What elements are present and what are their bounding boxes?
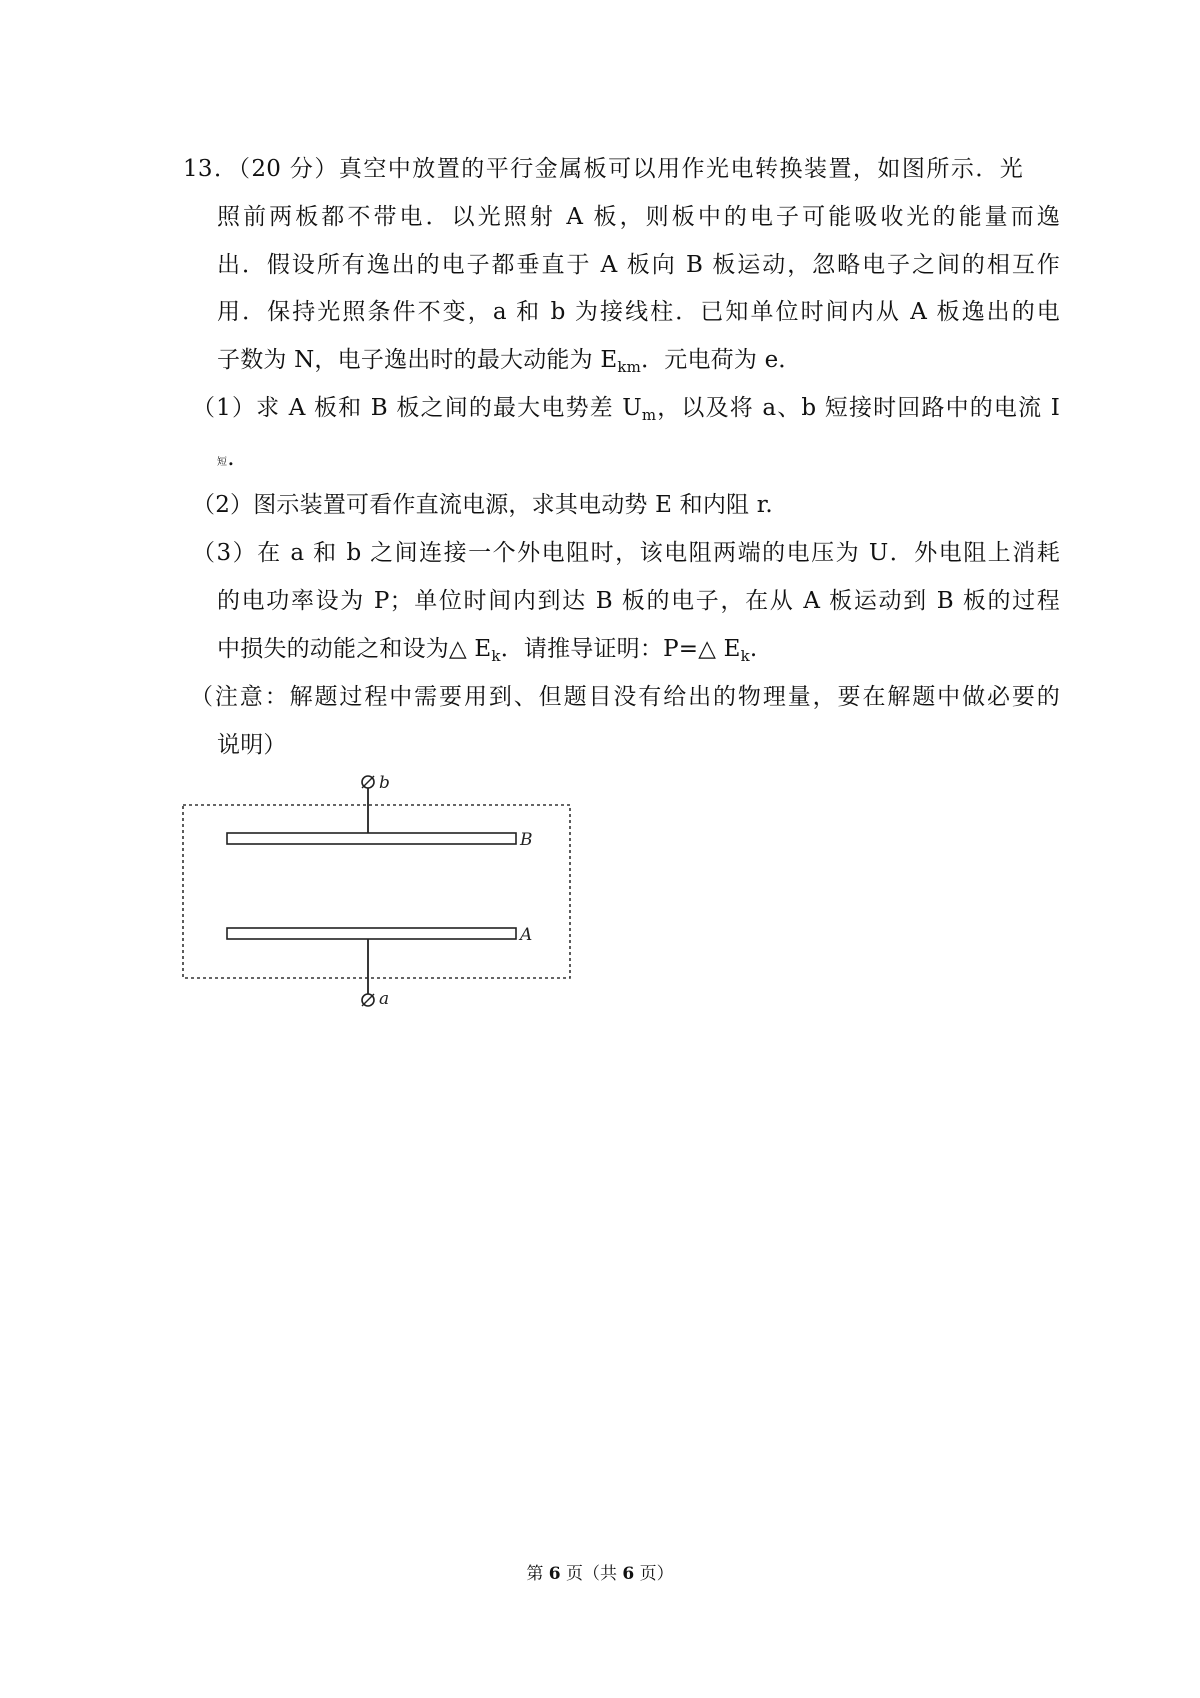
label-a: a bbox=[379, 989, 390, 1009]
part1-line-2: 短. bbox=[217, 445, 235, 471]
label-plate-A: A bbox=[520, 925, 533, 945]
plate-A bbox=[227, 928, 516, 939]
question-stem-1: 真空中放置的平行金属板可以用作光电转换装置，如图所示．光 bbox=[338, 156, 1023, 182]
question-line-1 bbox=[183, 154, 1023, 184]
subscript-km: km bbox=[617, 358, 642, 376]
plate-B bbox=[227, 833, 516, 844]
total-pages: 6 bbox=[622, 1564, 635, 1584]
parallel-plate-diagram bbox=[178, 765, 578, 1015]
subscript-short: 短 bbox=[217, 457, 228, 468]
part3-line-2: 的电功率设为 P；单位时间内到达 B 板的电子，在从 A 板运动到 B 板的过程 bbox=[217, 588, 1060, 614]
part2-line-1: （2）图示装置可看作直流电源，求其电动势 E 和内阻 r. bbox=[192, 492, 773, 518]
note-line-2: 说明） bbox=[217, 732, 287, 758]
part3-line-3: 中损失的动能之和设为△ $E_k$．请推导证明：P=△ $E_k$. bbox=[217, 636, 758, 665]
question-score: （20 分） bbox=[238, 156, 339, 182]
subscript-m: m bbox=[641, 406, 657, 424]
part1-line-1: （1）求 A 板和 B 板之间的最大电势差 $U_m$，以及将 a、b 短接时回路中的电流 I bbox=[192, 395, 1060, 424]
question-number: 13． bbox=[183, 156, 239, 182]
question-line-3: 出．假设所有逸出的电子都垂直于 A 板向 B 板运动，忽略电子之间的相互作 bbox=[217, 252, 1060, 278]
label-plate-B: B bbox=[520, 830, 533, 850]
question-line-4: 用．保持光照条件不变，a 和 b 为接线柱．已知单位时间内从 A 板逸出的电 bbox=[217, 299, 1060, 325]
note-line-1: （注意：解题过程中需要用到、但题目没有给出的物理量，要在解题中做必要的 bbox=[190, 684, 1060, 710]
question-line-5: 子数为 N，电子逸出时的最大动能为 $E_{km}$．元电荷为 e． bbox=[217, 347, 802, 376]
label-b: b bbox=[379, 773, 390, 793]
page-footer: 第 6 页（共 6 页） bbox=[526, 1564, 674, 1584]
question-line-2: 照前两板都不带电．以光照射 A 板，则板中的电子可能吸收光的能量而逸 bbox=[217, 204, 1060, 230]
current-page: 6 bbox=[548, 1564, 561, 1584]
dashed-enclosure bbox=[183, 805, 570, 978]
part3-line-1: （3）在 a 和 b 之间连接一个外电阻时，该电阻两端的电压为 U．外电阻上消耗 bbox=[192, 540, 1060, 566]
